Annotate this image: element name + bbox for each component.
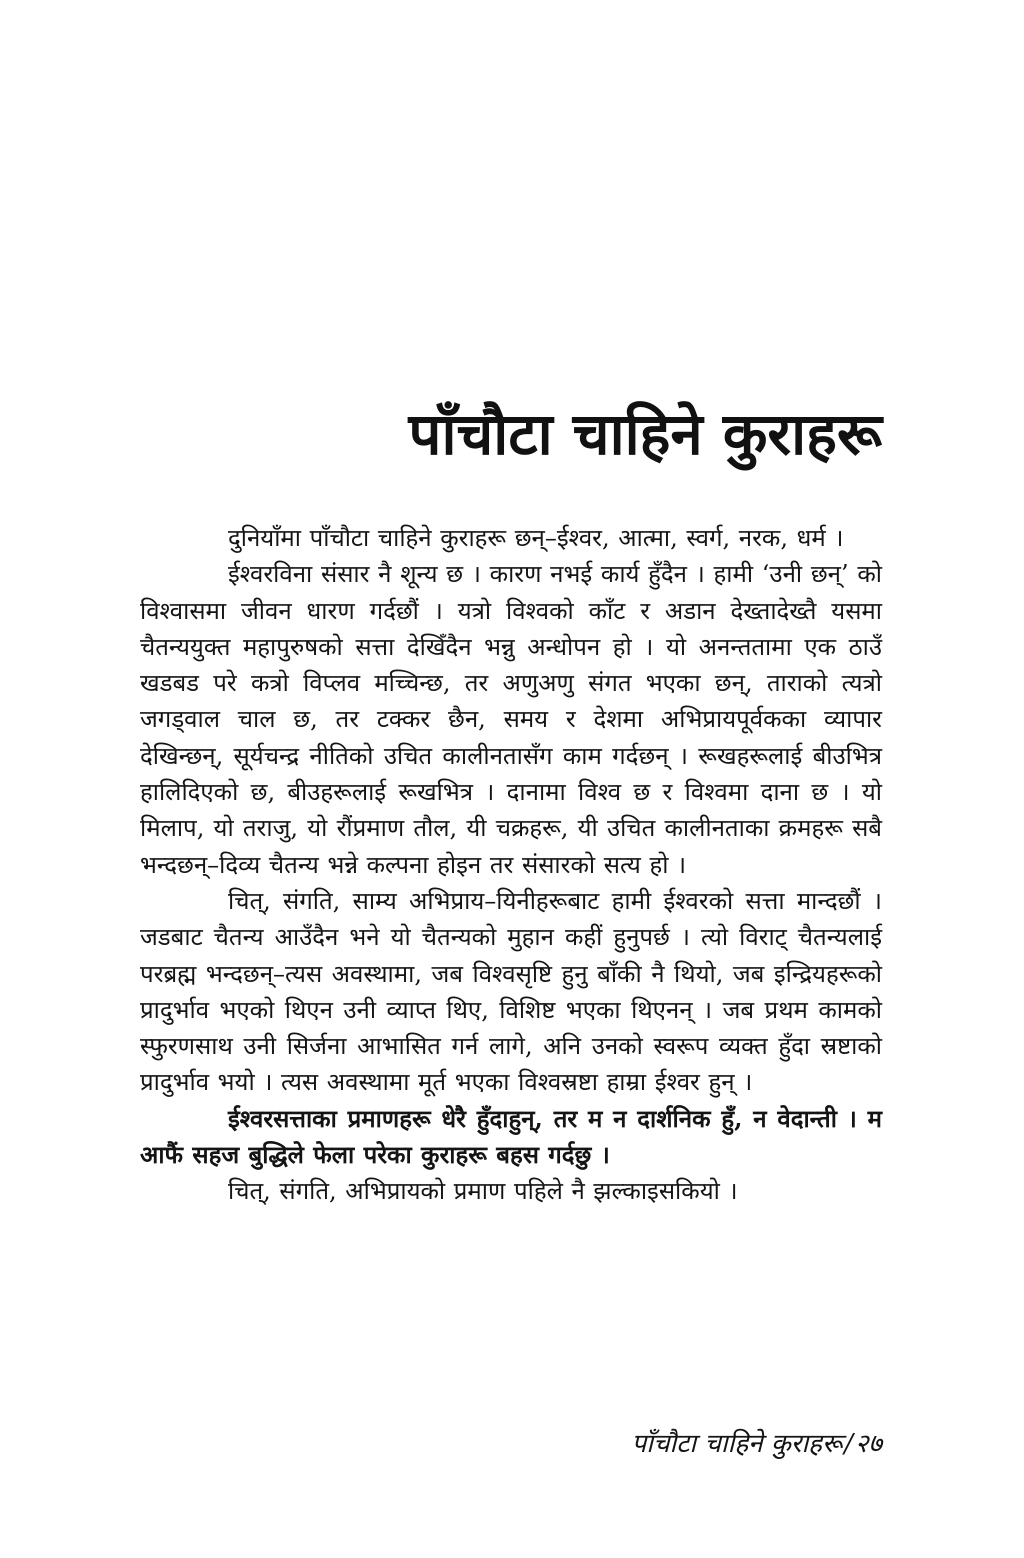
paragraph-3: चित्, संगति, साम्य अभिप्राय–यिनीहरूबाट हामी ईश्वरको सत्ता मान्दछौं । जडबाट चैतन्य आउँदैन भने यो चैतन्यको मुहान कहीं हुनुपर्छ । त्यो विराट् चैतन्यलाई परब्रह्म भन्दछन्–त्यस अवस्थामा, जब विश्वसृष्टि हुनु बाँकी नै थियो, जब इन्द्रियहरूको प्रादुर्भाव भएको थिएन उनी व्याप्त थिए, विशिष्ट भएका थिएनन् । जब प्रथम कामको स्फुरणसाथ उनी सिर्जना आभासित गर्न लागे, अनि उनको स्वरूप व्यक्त हुँदा स्रष्टाको प्रादुर्भाव भयो । त्यस अवस्थामा मूर्त भएका विश्वस्रष्टा हाम्रा ईश्वर हुन् ।	[140, 886, 882, 1097]
page-number: २७	[854, 1429, 882, 1459]
paragraph-2: ईश्वरविना संसार नै शून्य छ । कारण नभई कार्य हुँदैन । हामी ‘उनी छन्’ को विश्वासमा जीवन धारण गर्दछौं । यत्रो विश्वको काँट र अडान देख्तादेख्तै यसमा चैतन्ययुक्त महापुरुषको सत्ता देखिँदैन भन्नु अन्धोपन हो । यो अनन्ततामा एक ठाउँ खडबड परे कत्रो विप्लव मच्चिन्छ, तर अणुअणु संगत भएका छन्, ताराको त्यत्रो जगड्वाल चाल छ, तर टक्कर छैन, समय र देशमा अभिप्रायपूर्वकका व्यापार देखिन्छन्, सूर्यचन्द्र नीतिको उचित कालीनतासँग काम गर्दछन् । रूखहरूलाई बीउभित्र हालिदिएको छ, बीउहरूलाई रूखभित्र । दानामा विश्व छ र विश्वमा दाना छ । यो मिलाप, यो तराजु, यो रौंप्रमाण तौल, यी चक्रहरू, यी उचित कालीनताका क्रमहरू सबै भन्दछन्–दिव्य चैतन्य भन्ने कल्पना होइन तर संसारको सत्य हो ।	[140, 560, 882, 879]
chapter-title: पाँचौटा चाहिने कुराहरू	[408, 400, 882, 468]
running-title: पाँचौटा चाहिने कुराहरू	[631, 1429, 843, 1459]
body-text	[140, 520, 882, 1210]
paragraph-5: चित्, संगति, अभिप्रायको प्रमाण पहिले नै झल्काइसकियो ।	[228, 1177, 738, 1206]
page-footer	[632, 1424, 882, 1464]
paragraph-4: ईश्वरसत्ताका प्रमाणहरू धेरै हुँदाहुन्, तर म न दार्शनिक हुँ, न वेदान्ती । म आफैं सहज बुद्धिले फेला परेका कुराहरू बहस गर्दछु ।	[140, 1103, 882, 1170]
footer-separator: /	[844, 1429, 853, 1459]
paragraph-1: दुनियाँमा पाँचौटा चाहिने कुराहरू छन्–ईश्वर, आत्मा, स्वर्ग, नरक, धर्म ।	[228, 524, 844, 552]
